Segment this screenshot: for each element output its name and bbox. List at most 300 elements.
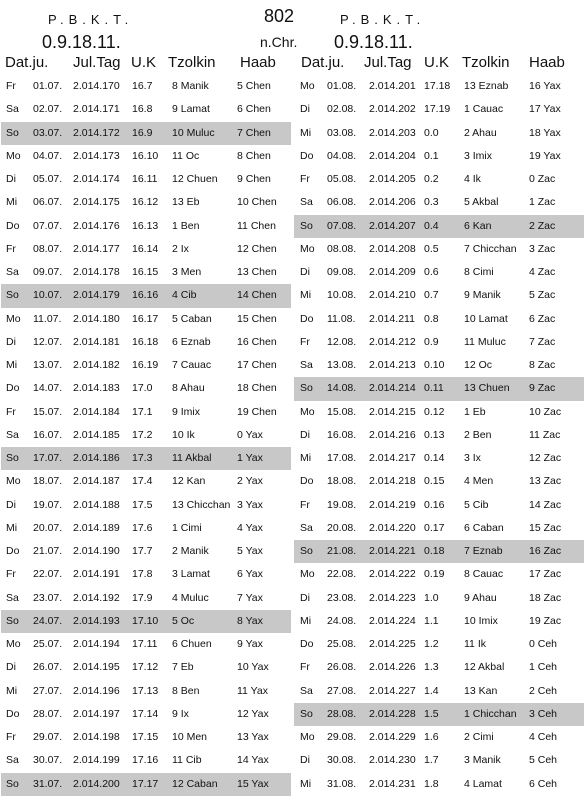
cell-tzolkin: 11 Ik bbox=[464, 638, 486, 650]
cell-weekday: Mi bbox=[6, 359, 18, 371]
table-row bbox=[294, 656, 584, 679]
col-header-julian-day: Jul.Tag bbox=[364, 54, 412, 71]
cell-haab: 5 Ceh bbox=[529, 754, 558, 767]
table-row bbox=[294, 610, 584, 633]
cell-date: 11.08. bbox=[327, 312, 356, 325]
cell-tzolkin: 7 Eb bbox=[172, 661, 194, 674]
cell-julian-day: 2.014.218 bbox=[369, 475, 416, 488]
cell-date: 17.08. bbox=[327, 452, 357, 464]
cell-weekday: Sa bbox=[300, 684, 313, 697]
cell-weekday: So bbox=[6, 289, 19, 302]
cell-tzolkin: 4 Ik bbox=[464, 173, 481, 185]
cell-uk: 0.5 bbox=[424, 242, 439, 255]
cell-weekday: So bbox=[300, 545, 313, 557]
cell-weekday: Fr bbox=[6, 731, 16, 743]
cell-tzolkin: 8 Cimi bbox=[464, 266, 494, 278]
cell-date: 19.07. bbox=[33, 498, 63, 511]
cell-date: 16.07. bbox=[33, 428, 63, 441]
cell-date: 16.08. bbox=[327, 428, 357, 441]
cell-julian-day: 2.014.222 bbox=[369, 568, 416, 581]
cell-julian-day: 2.014.191 bbox=[73, 568, 120, 581]
cell-weekday: Sa bbox=[300, 359, 313, 371]
cell-tzolkin: 9 Manik bbox=[464, 289, 501, 302]
cell-haab: 16 Yax bbox=[529, 80, 561, 92]
table-row bbox=[1, 703, 291, 726]
cell-haab: 11 Chen bbox=[237, 219, 276, 232]
cell-tzolkin: 13 Eb bbox=[172, 196, 200, 209]
cell-weekday: Di bbox=[6, 173, 16, 185]
table-row bbox=[1, 749, 291, 772]
cell-weekday: Do bbox=[6, 219, 20, 232]
cell-weekday: Fr bbox=[6, 80, 16, 92]
cell-julian-day: 2.014.178 bbox=[73, 266, 120, 278]
cell-julian-day: 2.014.216 bbox=[369, 428, 416, 441]
cell-haab: 8 Yax bbox=[237, 614, 263, 627]
cell-weekday: So bbox=[300, 219, 313, 232]
table-row bbox=[294, 98, 584, 121]
cell-uk: 0.10 bbox=[424, 359, 445, 371]
cell-date: 20.07. bbox=[33, 521, 63, 534]
cell-date: 27.08. bbox=[327, 684, 357, 697]
cell-tzolkin: 13 Chuen bbox=[464, 382, 510, 395]
cell-date: 15.07. bbox=[33, 405, 63, 418]
cell-tzolkin: 3 Ix bbox=[464, 452, 481, 464]
cell-haab: 11 Zac bbox=[529, 428, 561, 441]
cell-julian-day: 2.014.174 bbox=[73, 173, 120, 185]
cell-haab: 10 Chen bbox=[237, 196, 277, 209]
cell-julian-day: 2.014.194 bbox=[73, 638, 120, 650]
cell-tzolkin: 10 Muluc bbox=[172, 126, 215, 139]
table-row bbox=[1, 540, 291, 563]
col-header-julian-day: Jul.Tag bbox=[73, 54, 121, 71]
cell-weekday: Di bbox=[300, 103, 310, 116]
cell-date: 09.08. bbox=[327, 266, 357, 278]
table-row bbox=[294, 191, 584, 214]
cell-tzolkin: 7 Cauac bbox=[172, 359, 212, 371]
cell-weekday: Mi bbox=[300, 777, 312, 790]
cell-weekday: Sa bbox=[300, 196, 313, 209]
cell-haab: 13 Zac bbox=[529, 475, 562, 488]
cell-date: 19.08. bbox=[327, 498, 357, 511]
cell-tzolkin: 11 Cib bbox=[172, 754, 202, 767]
cell-tzolkin: 10 Ik bbox=[172, 428, 195, 441]
cell-weekday: Do bbox=[300, 312, 314, 325]
table-row bbox=[1, 773, 291, 796]
cell-uk: 0.15 bbox=[424, 475, 445, 488]
cell-julian-day: 2.014.230 bbox=[369, 754, 416, 767]
cell-uk: 1.3 bbox=[424, 661, 439, 674]
cell-date: 28.08. bbox=[327, 707, 357, 720]
cell-tzolkin: 4 Cib bbox=[172, 289, 197, 302]
cell-julian-day: 2.014.172 bbox=[73, 126, 120, 139]
cell-date: 09.07. bbox=[33, 266, 63, 278]
cell-uk: 16.16 bbox=[132, 289, 159, 302]
cell-haab: 7 Yax bbox=[237, 591, 263, 604]
cell-haab: 15 Zac bbox=[529, 521, 562, 534]
cell-julian-day: 2.014.186 bbox=[73, 452, 120, 464]
cell-tzolkin: 7 Chicchan bbox=[464, 242, 517, 255]
cell-julian-day: 2.014.188 bbox=[73, 498, 120, 511]
cell-julian-day: 2.014.231 bbox=[369, 777, 416, 790]
cell-date: 18.08. bbox=[327, 475, 357, 488]
cell-uk: 1.5 bbox=[424, 707, 439, 720]
cell-julian-day: 2.014.177 bbox=[73, 242, 120, 255]
cell-date: 03.08. bbox=[327, 126, 357, 139]
table-row bbox=[1, 75, 291, 98]
cell-julian-day: 2.014.201 bbox=[369, 80, 416, 92]
cell-uk: 17.2 bbox=[132, 428, 153, 441]
table-row bbox=[1, 563, 291, 586]
cell-julian-day: 2.014.196 bbox=[73, 684, 120, 697]
cell-weekday: Mo bbox=[300, 80, 315, 92]
cell-date: 04.08. bbox=[327, 149, 357, 162]
cell-weekday: So bbox=[300, 382, 313, 395]
cell-weekday: Di bbox=[300, 266, 310, 278]
cell-date: 06.08. bbox=[327, 196, 357, 209]
table-row bbox=[1, 656, 291, 679]
cell-haab: 17 Zac bbox=[529, 568, 562, 581]
cell-haab: 5 Chen bbox=[237, 80, 271, 92]
cell-weekday: Fr bbox=[300, 661, 310, 674]
cell-tzolkin: 11 Akbal bbox=[172, 452, 212, 464]
cell-date: 30.07. bbox=[33, 754, 63, 767]
cell-weekday: So bbox=[6, 777, 19, 790]
cell-weekday: Di bbox=[6, 498, 16, 511]
cell-weekday: Fr bbox=[6, 568, 16, 581]
cell-haab: 1 Zac bbox=[529, 196, 556, 209]
cell-haab: 0 Zac bbox=[529, 173, 556, 185]
calendar-table-july bbox=[1, 75, 291, 796]
cell-uk: 16.17 bbox=[132, 312, 159, 325]
table-row bbox=[1, 145, 291, 168]
cell-uk: 17.15 bbox=[132, 731, 159, 743]
cell-julian-day: 2.014.208 bbox=[369, 242, 416, 255]
table-row bbox=[1, 354, 291, 377]
cell-weekday: Mo bbox=[6, 149, 21, 162]
cell-date: 12.08. bbox=[327, 335, 357, 348]
cell-haab: 3 Yax bbox=[237, 498, 263, 511]
cell-haab: 10 Yax bbox=[237, 661, 269, 674]
table-row bbox=[1, 447, 291, 470]
cell-julian-day: 2.014.203 bbox=[369, 126, 416, 139]
cell-date: 21.07. bbox=[33, 545, 63, 557]
cell-julian-day: 2.014.171 bbox=[73, 103, 120, 116]
cell-julian-day: 2.014.217 bbox=[369, 452, 416, 464]
cell-haab: 2 Zac bbox=[529, 219, 556, 232]
cell-date: 01.08. bbox=[327, 80, 357, 92]
cell-haab: 19 Zac bbox=[529, 614, 562, 627]
table-row bbox=[294, 75, 584, 98]
cell-tzolkin: 6 Eznab bbox=[172, 335, 211, 348]
cell-julian-day: 2.014.200 bbox=[73, 777, 120, 790]
cell-julian-day: 2.014.228 bbox=[369, 707, 416, 720]
cell-date: 15.08. bbox=[327, 405, 357, 418]
cell-julian-day: 2.014.220 bbox=[369, 521, 416, 534]
cell-date: 31.08. bbox=[327, 777, 357, 790]
cell-uk: 1.1 bbox=[424, 614, 439, 627]
cell-julian-day: 2.014.199 bbox=[73, 754, 120, 767]
cell-tzolkin: 6 Kan bbox=[464, 219, 492, 232]
cell-date: 05.08. bbox=[327, 173, 357, 185]
cell-weekday: Do bbox=[6, 545, 20, 557]
col-header-haab: Haab bbox=[529, 54, 565, 71]
cell-weekday: Mi bbox=[6, 196, 18, 209]
cell-uk: 0.13 bbox=[424, 428, 445, 441]
cell-tzolkin: 12 Caban bbox=[172, 777, 218, 790]
cell-tzolkin: 12 Kan bbox=[172, 475, 206, 488]
cell-haab: 5 Zac bbox=[529, 289, 556, 302]
table-row bbox=[294, 308, 584, 331]
cell-date: 31.07. bbox=[33, 777, 63, 790]
table-row bbox=[294, 354, 584, 377]
cell-uk: 0.19 bbox=[424, 568, 445, 581]
cell-haab: 17 Chen bbox=[237, 359, 277, 371]
cell-haab: 10 Zac bbox=[529, 405, 562, 418]
cell-date: 30.08. bbox=[327, 754, 357, 767]
cell-haab: 7 Zac bbox=[529, 335, 556, 348]
cell-uk: 1.2 bbox=[424, 638, 439, 650]
cell-haab: 8 Chen bbox=[237, 149, 271, 162]
cell-haab: 2 Ceh bbox=[529, 684, 558, 697]
cell-weekday: So bbox=[6, 126, 19, 139]
cell-date: 11.07. bbox=[33, 312, 62, 325]
cell-uk: 16.10 bbox=[132, 149, 159, 162]
cell-weekday: Mi bbox=[300, 614, 312, 627]
cell-date: 07.08. bbox=[327, 219, 357, 232]
cell-weekday: Do bbox=[6, 382, 20, 395]
table-row bbox=[294, 168, 584, 191]
cell-weekday: Do bbox=[300, 149, 314, 162]
cell-date: 02.07. bbox=[33, 103, 63, 116]
cell-tzolkin: 9 Ahau bbox=[464, 591, 497, 604]
cell-uk: 17.18 bbox=[424, 80, 451, 92]
cell-julian-day: 2.014.211 bbox=[369, 312, 415, 325]
cell-weekday: So bbox=[300, 707, 313, 720]
cell-uk: 17.1 bbox=[132, 405, 153, 418]
col-header-uk: U.K bbox=[424, 54, 450, 71]
cell-uk: 16.19 bbox=[132, 359, 159, 371]
cell-haab: 12 Zac bbox=[529, 452, 562, 464]
table-row bbox=[1, 168, 291, 191]
cell-date: 26.07. bbox=[33, 661, 63, 674]
cell-uk: 17.3 bbox=[132, 452, 153, 464]
table-row bbox=[294, 401, 584, 424]
cell-uk: 0.16 bbox=[424, 498, 445, 511]
cell-tzolkin: 6 Chuen bbox=[172, 638, 212, 650]
col-header-date: Dat.ju. bbox=[301, 54, 345, 71]
cell-tzolkin: 4 Lamat bbox=[464, 777, 502, 790]
cell-uk: 16.12 bbox=[132, 196, 159, 209]
cell-haab: 6 Chen bbox=[237, 103, 271, 116]
cell-date: 06.07. bbox=[33, 196, 63, 209]
cell-date: 24.08. bbox=[327, 614, 357, 627]
cell-tzolkin: 8 Manik bbox=[172, 80, 209, 92]
cell-date: 21.08. bbox=[327, 545, 357, 557]
cell-uk: 17.4 bbox=[132, 475, 153, 488]
cell-tzolkin: 8 Cauac bbox=[464, 568, 504, 581]
cell-haab: 16 Zac bbox=[529, 545, 562, 557]
table-row bbox=[1, 633, 291, 656]
table-row bbox=[1, 284, 291, 307]
cell-uk: 0.17 bbox=[424, 521, 445, 534]
cell-weekday: So bbox=[6, 452, 19, 464]
cell-weekday: Di bbox=[6, 335, 16, 348]
cell-uk: 1.0 bbox=[424, 591, 439, 604]
cell-julian-day: 2.014.179 bbox=[73, 289, 120, 302]
cell-haab: 7 Chen bbox=[237, 126, 271, 139]
cell-weekday: Fr bbox=[300, 335, 310, 348]
table-row bbox=[1, 401, 291, 424]
table-row bbox=[294, 540, 584, 563]
cell-uk: 16.15 bbox=[132, 266, 159, 278]
cell-tzolkin: 3 Imix bbox=[464, 149, 493, 162]
table-row bbox=[294, 703, 584, 726]
cell-weekday: Di bbox=[6, 661, 16, 674]
cell-weekday: Mo bbox=[300, 242, 315, 255]
cell-uk: 0.9 bbox=[424, 335, 439, 348]
cell-tzolkin: 7 Eznab bbox=[464, 545, 503, 557]
cell-julian-day: 2.014.221 bbox=[369, 545, 416, 557]
cell-haab: 14 Yax bbox=[237, 754, 269, 767]
cell-tzolkin: 1 Eb bbox=[464, 405, 486, 418]
cell-tzolkin: 5 Cib bbox=[464, 498, 489, 511]
cell-uk: 16.8 bbox=[132, 103, 153, 116]
cell-weekday: Fr bbox=[6, 242, 16, 255]
cell-tzolkin: 12 Chuen bbox=[172, 173, 218, 185]
cell-julian-day: 2.014.210 bbox=[369, 289, 416, 302]
cell-tzolkin: 9 Lamat bbox=[172, 103, 210, 116]
cell-haab: 6 Ceh bbox=[529, 777, 558, 790]
cell-tzolkin: 5 Caban bbox=[172, 312, 212, 325]
cell-weekday: Sa bbox=[300, 521, 313, 534]
cell-weekday: Sa bbox=[6, 103, 19, 116]
cell-julian-day: 2.014.187 bbox=[73, 475, 120, 488]
cell-date: 22.08. bbox=[327, 568, 357, 581]
cell-uk: 17.14 bbox=[132, 707, 159, 720]
cell-uk: 16.9 bbox=[132, 126, 153, 139]
cell-uk: 1.6 bbox=[424, 731, 439, 743]
cell-uk: 16.18 bbox=[132, 335, 159, 348]
cell-weekday: Mo bbox=[6, 638, 21, 650]
cell-julian-day: 2.014.207 bbox=[369, 219, 416, 232]
table-row bbox=[294, 447, 584, 470]
cell-haab: 0 Ceh bbox=[529, 638, 558, 650]
table-row bbox=[294, 749, 584, 772]
cell-haab: 9 Yax bbox=[237, 638, 263, 650]
cell-julian-day: 2.014.227 bbox=[369, 684, 416, 697]
cell-date: 04.07. bbox=[33, 149, 63, 162]
cell-julian-day: 2.014.204 bbox=[369, 149, 416, 162]
table-row bbox=[1, 98, 291, 121]
cell-weekday: Mo bbox=[300, 568, 315, 581]
cell-uk: 0.8 bbox=[424, 312, 439, 325]
cell-date: 10.08. bbox=[327, 289, 357, 302]
cell-date: 08.07. bbox=[33, 242, 63, 255]
table-row bbox=[294, 238, 584, 261]
cell-uk: 1.4 bbox=[424, 684, 439, 697]
table-row bbox=[1, 587, 291, 610]
cell-haab: 4 Yax bbox=[237, 521, 263, 534]
cell-haab: 9 Zac bbox=[529, 382, 556, 395]
cell-uk: 16.7 bbox=[132, 80, 153, 92]
cell-uk: 0.14 bbox=[424, 452, 445, 464]
cell-weekday: Do bbox=[300, 475, 314, 488]
year-label: 802 bbox=[264, 6, 295, 26]
table-row bbox=[1, 331, 291, 354]
cell-tzolkin: 4 Men bbox=[464, 475, 494, 488]
table-row bbox=[1, 238, 291, 261]
cell-uk: 0.1 bbox=[424, 149, 439, 162]
cell-date: 23.07. bbox=[33, 591, 63, 604]
table-row bbox=[1, 308, 291, 331]
cell-uk: 0.2 bbox=[424, 173, 439, 185]
cell-julian-day: 2.014.189 bbox=[73, 521, 120, 534]
pbkt-label-left: P.B.K.T. bbox=[48, 12, 134, 27]
cell-date: 26.08. bbox=[327, 661, 357, 674]
cell-uk: 1.8 bbox=[424, 777, 439, 790]
cell-weekday: Di bbox=[300, 754, 310, 767]
cell-date: 02.08. bbox=[327, 103, 357, 116]
cell-tzolkin: 12 Oc bbox=[464, 359, 493, 371]
cell-uk: 0.6 bbox=[424, 266, 439, 278]
cell-julian-day: 2.014.205 bbox=[369, 173, 416, 185]
table-row bbox=[294, 424, 584, 447]
cell-date: 14.08. bbox=[327, 382, 357, 395]
cell-weekday: Do bbox=[6, 707, 20, 720]
cell-tzolkin: 12 Akbal bbox=[464, 661, 505, 674]
cell-haab: 14 Chen bbox=[237, 289, 277, 302]
cell-haab: 17 Yax bbox=[529, 103, 561, 116]
cell-tzolkin: 2 Ahau bbox=[464, 126, 497, 139]
cell-uk: 16.13 bbox=[132, 219, 159, 232]
cell-haab: 14 Zac bbox=[529, 498, 562, 511]
cell-tzolkin: 1 Ben bbox=[172, 219, 200, 232]
cell-date: 28.07. bbox=[33, 707, 63, 720]
cell-weekday: Di bbox=[300, 428, 310, 441]
cell-weekday: Mi bbox=[300, 126, 312, 139]
table-row bbox=[1, 470, 291, 493]
cell-date: 18.07. bbox=[33, 475, 63, 488]
cell-uk: 17.9 bbox=[132, 591, 153, 604]
table-row bbox=[294, 633, 584, 656]
cell-haab: 15 Chen bbox=[237, 312, 277, 325]
cell-weekday: Do bbox=[300, 638, 314, 650]
cell-uk: 17.0 bbox=[132, 382, 153, 395]
cell-tzolkin: 13 Kan bbox=[464, 684, 498, 697]
table-row bbox=[294, 145, 584, 168]
cell-tzolkin: 2 Ix bbox=[172, 242, 189, 255]
cell-haab: 12 Chen bbox=[237, 242, 277, 255]
col-header-tzolkin: Tzolkin bbox=[168, 54, 216, 71]
cell-weekday: Sa bbox=[6, 591, 19, 604]
cell-tzolkin: 5 Akbal bbox=[464, 196, 499, 209]
col-header-uk: U.K bbox=[131, 54, 157, 71]
table-row bbox=[1, 191, 291, 214]
cell-uk: 17.7 bbox=[132, 545, 153, 557]
cell-julian-day: 2.014.214 bbox=[369, 382, 416, 395]
cell-uk: 1.7 bbox=[424, 754, 439, 767]
table-row bbox=[1, 680, 291, 703]
cell-julian-day: 2.014.176 bbox=[73, 219, 120, 232]
cell-julian-day: 2.014.226 bbox=[369, 661, 416, 674]
cell-uk: 17.16 bbox=[132, 754, 159, 767]
cell-uk: 17.19 bbox=[424, 103, 451, 116]
cell-julian-day: 2.014.170 bbox=[73, 80, 120, 92]
cell-tzolkin: 11 Muluc bbox=[464, 335, 506, 348]
cell-weekday: Sa bbox=[6, 266, 19, 278]
cell-haab: 18 Chen bbox=[237, 382, 277, 395]
cell-date: 10.07. bbox=[33, 289, 63, 302]
